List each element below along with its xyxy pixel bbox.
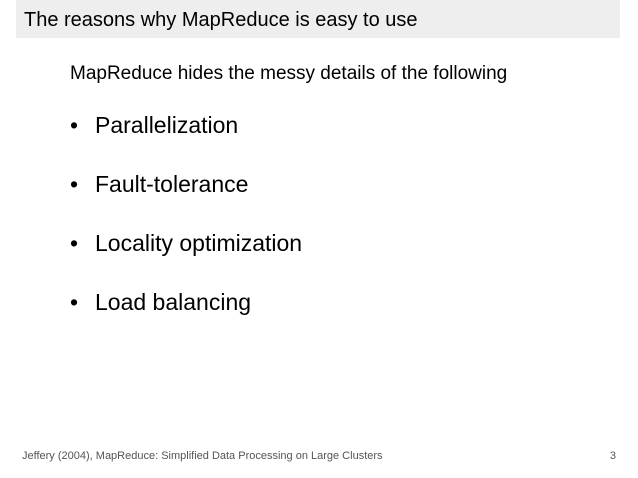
page-number: 3 [609, 450, 616, 462]
list-item [70, 110, 302, 140]
intro-text: MapReduce hides the messy details of the following [70, 63, 508, 84]
bullet-list [70, 110, 302, 346]
bullet-icon: • [70, 229, 79, 256]
bullet-text: Load balancing [95, 288, 252, 315]
list-item [70, 287, 302, 317]
bullet-text: Locality optimization [95, 229, 303, 256]
bullet-text: Fault-tolerance [95, 170, 249, 197]
slide-title: The reasons why MapReduce is easy to use [24, 9, 418, 31]
title-bar [16, 0, 620, 38]
bullet-icon: • [70, 288, 79, 315]
footer-citation: Jeffery (2004), MapReduce: Simplified Data Processing on Large Clusters [22, 450, 383, 462]
bullet-text: Parallelization [95, 111, 239, 138]
list-item [70, 169, 302, 199]
list-item [70, 228, 302, 258]
bullet-icon: • [70, 111, 79, 138]
bullet-icon: • [70, 170, 79, 197]
